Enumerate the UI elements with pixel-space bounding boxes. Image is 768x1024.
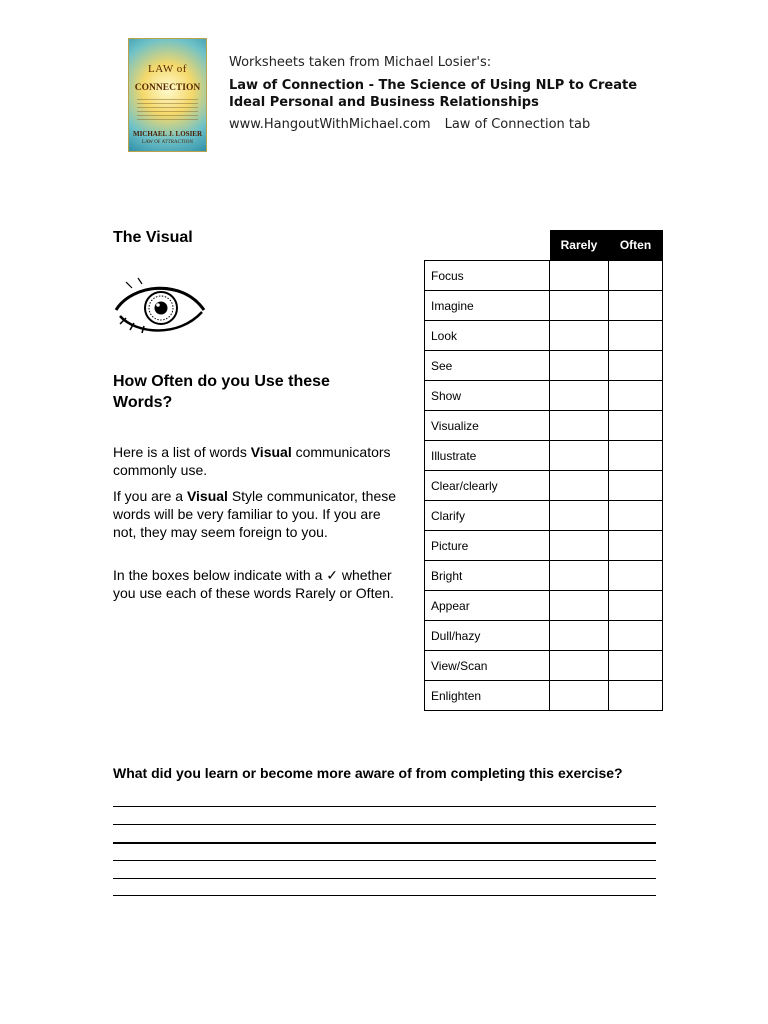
answer-line[interactable]: [113, 806, 656, 807]
p1-text-a: Here is a list of words: [113, 444, 251, 460]
book-title-line1: Law of Connection - The Science of Using NLP to Create: [229, 78, 638, 93]
often-checkbox[interactable]: [609, 411, 663, 441]
table-row: [425, 291, 663, 321]
table-row: [425, 321, 663, 351]
often-checkbox[interactable]: [609, 621, 663, 651]
often-checkbox[interactable]: [609, 681, 663, 711]
header-often: Often: [609, 230, 663, 261]
answer-line[interactable]: [113, 860, 656, 861]
answer-line[interactable]: [113, 895, 656, 896]
table-row: [425, 531, 663, 561]
rarely-checkbox[interactable]: [550, 321, 609, 351]
often-checkbox[interactable]: [609, 351, 663, 381]
rarely-checkbox[interactable]: [550, 381, 609, 411]
rarely-checkbox[interactable]: [550, 651, 609, 681]
word-cell: Clear/clearly: [425, 471, 550, 501]
checkmark-icon: ✓: [326, 567, 338, 583]
table-row: [425, 501, 663, 531]
often-checkbox[interactable]: [609, 381, 663, 411]
often-checkbox[interactable]: [609, 531, 663, 561]
often-checkbox[interactable]: [609, 441, 663, 471]
rarely-checkbox[interactable]: [550, 591, 609, 621]
rarely-checkbox[interactable]: [550, 681, 609, 711]
table-row: [425, 681, 663, 711]
table-row: [425, 411, 663, 441]
table-row: [425, 261, 663, 291]
cover-author-sub: LAW OF ATTRACTION: [142, 140, 193, 145]
rarely-checkbox[interactable]: [550, 411, 609, 441]
book-title: [229, 77, 649, 111]
often-checkbox[interactable]: [609, 291, 663, 321]
word-cell: Focus: [425, 261, 550, 291]
table-header-row: [425, 230, 663, 261]
section-question: How Often do you Use these Words?: [113, 373, 330, 411]
table-row: [425, 471, 663, 501]
answer-line[interactable]: [113, 824, 656, 825]
word-cell: View/Scan: [425, 651, 550, 681]
answer-line[interactable]: [113, 842, 656, 844]
instruction-paragraph: [113, 566, 403, 602]
header-rarely: Rarely: [550, 230, 609, 261]
word-cell: See: [425, 351, 550, 381]
table-row: [425, 651, 663, 681]
table-row: [425, 621, 663, 651]
rarely-checkbox[interactable]: [550, 261, 609, 291]
table-row: [425, 591, 663, 621]
often-checkbox[interactable]: [609, 471, 663, 501]
table-row: [425, 561, 663, 591]
table-row: [425, 351, 663, 381]
rarely-checkbox[interactable]: [550, 531, 609, 561]
source-line: Worksheets taken from Michael Losier's:: [229, 55, 492, 70]
often-checkbox[interactable]: [609, 561, 663, 591]
rarely-checkbox[interactable]: [550, 471, 609, 501]
section-title: The Visual: [113, 229, 193, 246]
p2-text-b: Style communicator, these words will be very familiar to you. If you are not, they may seem foreign to you.: [113, 488, 397, 540]
word-cell: Clarify: [425, 501, 550, 531]
answer-line[interactable]: [113, 878, 656, 879]
often-checkbox[interactable]: [609, 651, 663, 681]
p1-bold: Visual: [250, 444, 292, 460]
p2-bold: Visual: [186, 488, 228, 504]
word-cell: Illustrate: [425, 441, 550, 471]
word-cell: Dull/hazy: [425, 621, 550, 651]
rarely-checkbox[interactable]: [550, 291, 609, 321]
p2-text-a: If you are a: [113, 488, 187, 504]
reflection-question: What did you learn or become more aware of from completing this exercise?: [113, 765, 623, 781]
cover-title-line2: CONNECTION: [134, 83, 201, 93]
often-checkbox[interactable]: [609, 261, 663, 291]
book-cover-image: [128, 38, 207, 152]
rarely-checkbox[interactable]: [550, 621, 609, 651]
word-cell: Bright: [425, 561, 550, 591]
word-cell: Show: [425, 381, 550, 411]
rarely-checkbox[interactable]: [550, 351, 609, 381]
word-cell: Picture: [425, 531, 550, 561]
table-body: [425, 261, 663, 711]
word-cell: Imagine: [425, 291, 550, 321]
often-checkbox[interactable]: [609, 501, 663, 531]
p3-text-b: whether you use each of these words Rarely or Often.: [113, 567, 394, 601]
p1-text-b: communicators commonly use.: [113, 444, 391, 478]
rarely-checkbox[interactable]: [550, 501, 609, 531]
eye-icon: [112, 276, 208, 342]
often-checkbox[interactable]: [609, 321, 663, 351]
word-cell: Visualize: [425, 411, 550, 441]
cover-title-line1: LAW of: [148, 63, 187, 75]
book-title-line2: Ideal Personal and Business Relationships: [229, 95, 539, 110]
website-link[interactable]: www.HangoutWithMichael.com: [229, 117, 431, 132]
p3-text-a: In the boxes below indicate with a: [113, 567, 327, 583]
often-checkbox[interactable]: [609, 591, 663, 621]
word-cell: Look: [425, 321, 550, 351]
word-cell: Enlighten: [425, 681, 550, 711]
cover-subtitle-text: [137, 99, 198, 121]
cover-author: MICHAEL J. LOSIER: [132, 130, 203, 138]
table-row: [425, 381, 663, 411]
intro-paragraph: [113, 443, 403, 479]
table-header-blank: [425, 230, 550, 261]
word-frequency-table: [424, 230, 663, 711]
rarely-checkbox[interactable]: [550, 561, 609, 591]
website-line: [229, 117, 590, 132]
website-tab-note: Law of Connection tab: [444, 117, 591, 132]
word-cell: Appear: [425, 591, 550, 621]
table-row: [425, 441, 663, 471]
rarely-checkbox[interactable]: [550, 441, 609, 471]
style-paragraph: [113, 487, 403, 541]
